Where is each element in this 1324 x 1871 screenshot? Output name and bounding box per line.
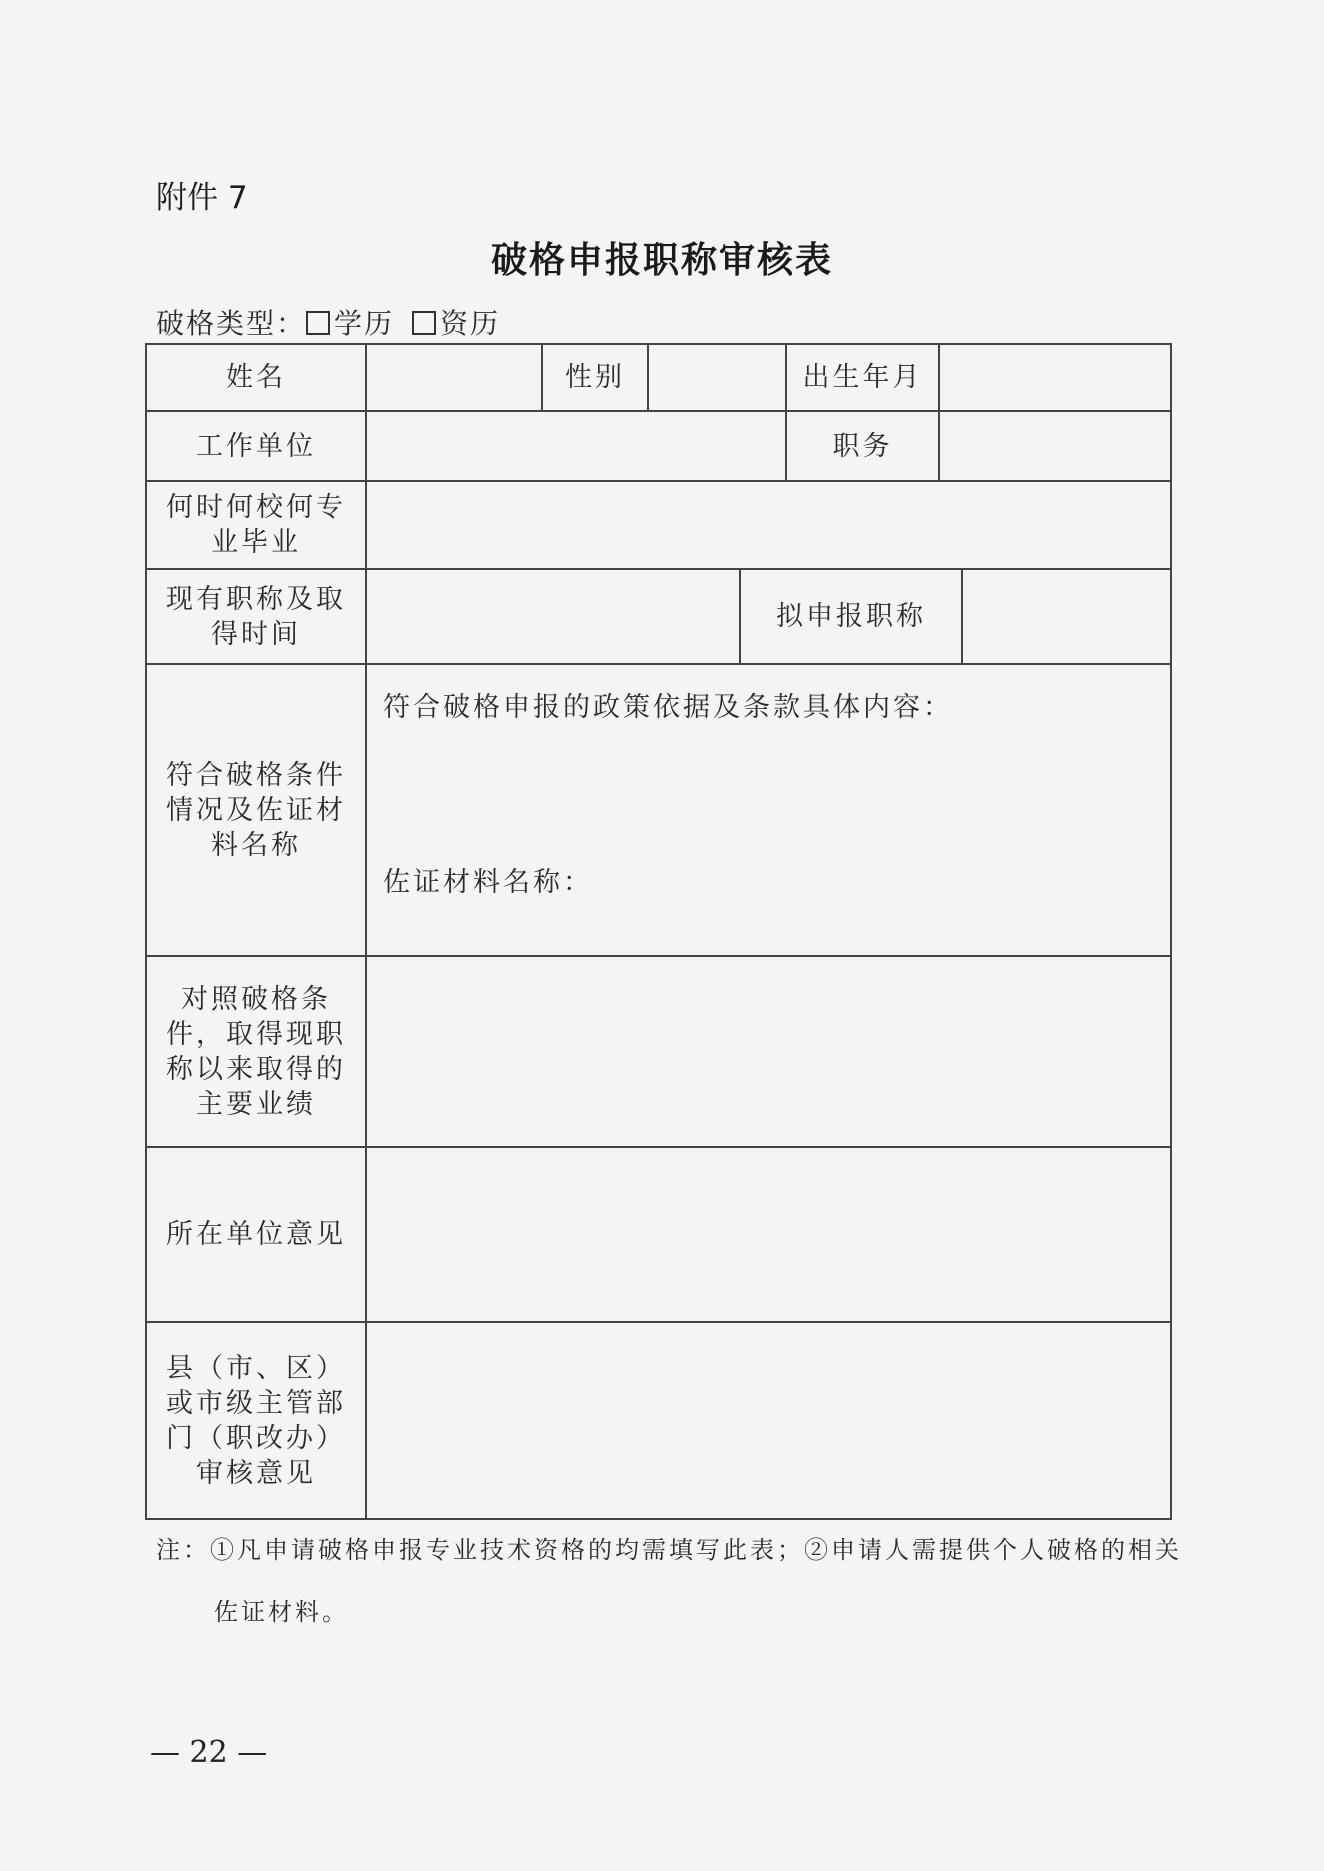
current-title-field[interactable] — [367, 570, 739, 663]
attachment-label: 附件 7 — [156, 180, 248, 216]
position-field[interactable] — [940, 412, 1170, 480]
label-current-title: 现有职称及取得时间 — [166, 583, 346, 650]
label-birth: 出生年月 — [802, 362, 923, 393]
policy-basis-prompt: 符合破格申报的政策依据及条款具体内容： — [383, 692, 953, 723]
option-education: 学历 — [334, 307, 395, 340]
footnote-line-2: 佐证材料。 — [214, 1598, 349, 1626]
graduation-field[interactable] — [367, 482, 1170, 568]
label-conditions: 符合破格条件情况及佐证材料名称 — [166, 759, 346, 861]
label-gender: 性别 — [565, 362, 625, 393]
page-number: — 22 — — [150, 1735, 268, 1770]
evidence-name-prompt: 佐证材料名称： — [383, 867, 593, 898]
review-opinion-field[interactable] — [367, 1323, 1170, 1518]
unit-opinion-field[interactable] — [367, 1148, 1170, 1321]
birth-field[interactable] — [940, 345, 1170, 410]
label-name: 姓名 — [226, 362, 286, 393]
option-seniority: 资历 — [440, 307, 501, 340]
name-field[interactable] — [367, 345, 541, 410]
form-title: 破格申报职称审核表 — [490, 239, 833, 281]
label-achievements: 对照破格条件，取得现职称以来取得的主要业绩 — [166, 983, 346, 1120]
gender-field[interactable] — [649, 345, 785, 410]
label-work-unit: 工作单位 — [196, 430, 316, 462]
footnote-line-1: 注：①凡申请破格申报专业技术资格的均需填写此表；②申请人需提供个人破格的相关 — [156, 1536, 1182, 1564]
label-unit-opinion: 所在单位意见 — [166, 1219, 346, 1250]
label-position: 职务 — [832, 430, 893, 462]
label-graduation: 何时何校何专业毕业 — [166, 492, 346, 558]
table-border-left — [145, 343, 147, 1520]
work-unit-field[interactable] — [367, 412, 785, 480]
table-border-bottom — [145, 1518, 1172, 1520]
label-proposed-title: 拟申报职称 — [776, 601, 926, 632]
achievements-field[interactable] — [367, 957, 1170, 1146]
break-type-label: 破格类型： — [156, 307, 307, 340]
label-review-opinion: 县（市、区）或市级主管部门（职改办）审核意见 — [166, 1352, 346, 1489]
table-border-right — [1170, 343, 1172, 1520]
proposed-title-field[interactable] — [963, 570, 1170, 663]
